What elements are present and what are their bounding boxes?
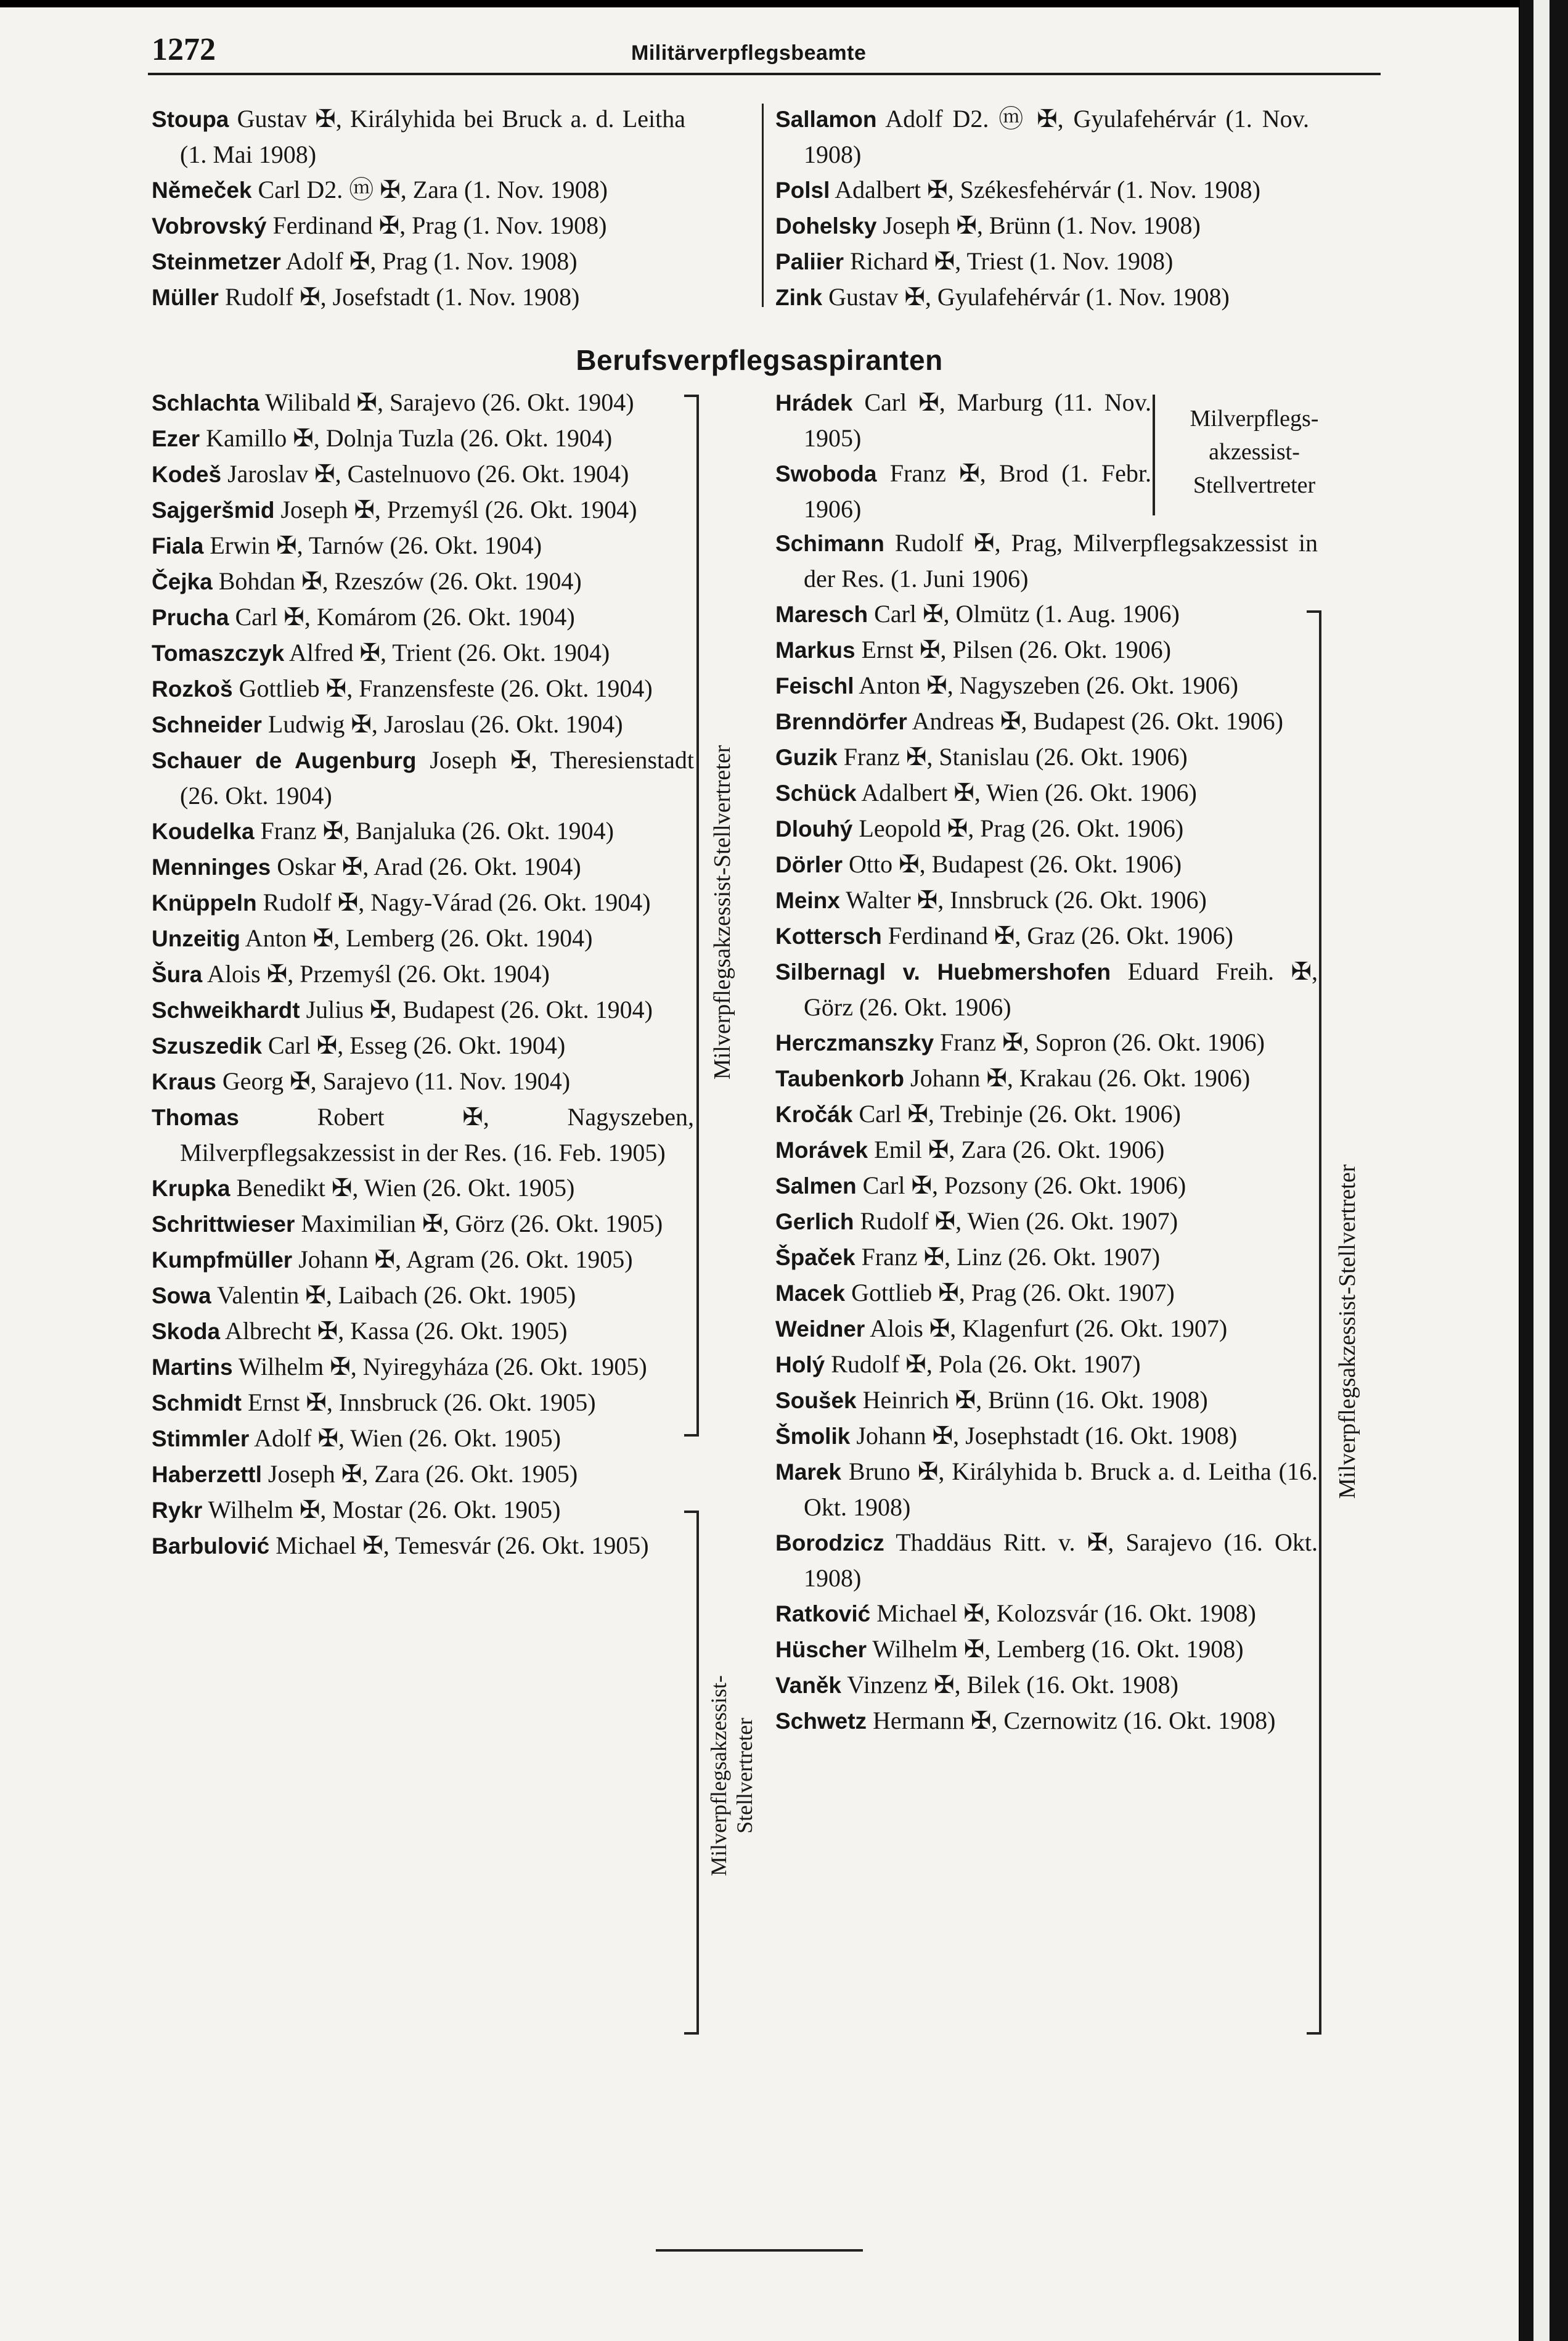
list-entry — [152, 492, 694, 528]
entry-surname: Zink — [775, 285, 823, 310]
entry-surname: Markus — [775, 638, 855, 663]
entry-details: Ernst ✠, Innsbruck (26. Okt. 1905) — [241, 1388, 596, 1416]
list-entry — [152, 420, 694, 456]
list-entry — [775, 632, 1318, 668]
list-entry — [775, 1275, 1318, 1311]
entry-surname: Meinx — [775, 888, 840, 913]
entry-details: Ferdinand ✠, Graz (26. Okt. 1906) — [881, 922, 1233, 949]
entry-details: Richard ✠, Triest (1. Nov. 1908) — [844, 247, 1174, 275]
entry-details: Hermann ✠, Czernowitz (16. Okt. 1908) — [867, 1707, 1276, 1734]
entry-surname: Schauer de Augenburg — [152, 748, 417, 773]
footer-rule — [656, 2249, 863, 2252]
entry-surname: Čejka — [152, 569, 213, 594]
list-entry — [775, 1525, 1318, 1596]
entry-surname: Gerlich — [775, 1209, 854, 1234]
entry-surname: Knüppeln — [152, 890, 257, 916]
entry-details: Robert ✠, Nagyszeben, Milverpflegsakzessist in der Res. (16. Feb. 1905) — [180, 1103, 694, 1166]
entry-details: Gottlieb ✠, Prag (26. Okt. 1907) — [845, 1279, 1175, 1306]
entry-details: Bohdan ✠, Rzeszów (26. Okt. 1904) — [212, 567, 582, 595]
list-entry — [152, 1277, 694, 1313]
entry-surname: Guzik — [775, 745, 838, 770]
entry-details: Johann ✠, Agram (26. Okt. 1905) — [292, 1245, 633, 1273]
entry-details: Carl ✠, Komárom (26. Okt. 1904) — [229, 603, 575, 631]
entry-surname: Swoboda — [775, 461, 877, 486]
list-entry — [152, 528, 694, 564]
entry-surname: Steinmetzer — [152, 249, 281, 274]
entry-surname: Schmidt — [152, 1390, 242, 1416]
entry-surname: Schück — [775, 781, 857, 806]
entry-surname: Paliier — [775, 249, 844, 274]
entry-details: Wilhelm ✠, Mostar (26. Okt. 1905) — [202, 1496, 561, 1523]
entry-details: Adolf ✠, Wien (26. Okt. 1905) — [249, 1424, 561, 1452]
left-lower-brace-top — [684, 1511, 699, 1513]
entry-surname: Šmolik — [775, 1424, 851, 1449]
entry-surname: Unzeitig — [152, 926, 240, 951]
entry-surname: Stimmler — [152, 1426, 250, 1451]
entry-surname: Müller — [152, 285, 219, 310]
list-entry — [152, 992, 694, 1028]
entry-surname: Borodzicz — [775, 1530, 884, 1556]
entry-details: Adolf ✠, Prag (1. Nov. 1908) — [280, 247, 578, 275]
entry-surname: Sowa — [152, 1283, 211, 1308]
list-entry — [152, 956, 694, 992]
entry-details: Carl D2. ⓜ ✠, Zara (1. Nov. 1908) — [251, 176, 608, 203]
entry-details: Eduard Freih. ✠, Görz (26. Okt. 1906) — [804, 957, 1318, 1021]
list-entry — [152, 1313, 694, 1349]
entry-details: Wilhelm ✠, Lemberg (16. Okt. 1908) — [867, 1635, 1244, 1663]
column-divider — [762, 104, 764, 307]
entry-surname: Fiala — [152, 533, 204, 559]
entry-details: Ferdinand ✠, Prag (1. Nov. 1908) — [266, 211, 607, 239]
entry-details: Carl ✠, Trebinje (26. Okt. 1906) — [852, 1100, 1181, 1128]
entry-surname: Krupka — [152, 1176, 231, 1201]
section-heading: Berufsverpflegsaspiranten — [576, 344, 943, 376]
list-entry — [775, 847, 1318, 882]
entry-details: Vinzenz ✠, Bilek (16. Okt. 1908) — [841, 1671, 1178, 1699]
list-entry — [775, 456, 1151, 527]
entry-surname: Herczmanszky — [775, 1030, 934, 1056]
running-head: Militärverpflegsbeamte — [631, 41, 867, 65]
entry-details: Andreas ✠, Budapest (26. Okt. 1906) — [907, 707, 1283, 735]
entry-details: Wilhelm ✠, Nyiregyháza (26. Okt. 1905) — [232, 1353, 647, 1380]
list-entry — [775, 1454, 1318, 1525]
entry-surname: Schimann — [775, 531, 884, 556]
entry-details: Julius ✠, Budapest (26. Okt. 1904) — [300, 996, 653, 1023]
list-entry — [775, 101, 1309, 172]
entry-surname: Sajgeršmid — [152, 498, 275, 523]
entry-details: Adalbert ✠, Székesfehérvár (1. Nov. 1908) — [830, 176, 1260, 203]
entry-details: Bruno ✠, Királyhida b. Bruck a. d. Leitha (16. Okt. 1908) — [804, 1457, 1318, 1521]
entry-surname: Martins — [152, 1355, 233, 1380]
entry-surname: Schweikhardt — [152, 998, 300, 1023]
entry-surname: Rozkoš — [152, 676, 233, 702]
entry-surname: Rykr — [152, 1498, 203, 1523]
entry-surname: Brenndörfer — [775, 709, 907, 734]
list-entry — [152, 244, 685, 279]
entry-details: Kamillo ✠, Dolnja Tuzla (26. Okt. 1904) — [200, 424, 613, 452]
entry-details: Franz ✠, Sopron (26. Okt. 1906) — [934, 1028, 1265, 1056]
list-entry — [775, 1203, 1318, 1239]
list-entry — [152, 1528, 694, 1564]
list-entry — [775, 1132, 1318, 1168]
entry-surname: Kraus — [152, 1069, 216, 1094]
list-entry — [152, 172, 685, 208]
list-entry — [775, 1096, 1318, 1132]
entry-details: Alois ✠, Klagenfurt (26. Okt. 1907) — [865, 1314, 1228, 1342]
list-entry — [775, 1703, 1318, 1739]
left-lower-brace-label-2: Stellvertreter — [732, 1718, 757, 1834]
right-group-a-brace — [1153, 395, 1155, 515]
list-entry — [152, 101, 685, 172]
list-entry — [152, 1492, 694, 1528]
right-group-a-label: Milverpflegs-akzessist-Stellvertreter — [1190, 406, 1319, 498]
list-entry — [152, 1170, 694, 1206]
entry-details: Franz ✠, Brod (1. Febr. 1906) — [804, 459, 1151, 523]
entry-surname: Hrádek — [775, 390, 853, 416]
entry-surname: Soušek — [775, 1388, 857, 1413]
entry-details: Gustav ✠, Gyulafehérvár (1. Nov. 1908) — [822, 283, 1230, 311]
entry-surname: Dlouhý — [775, 816, 853, 842]
list-entry — [152, 564, 694, 599]
list-entry — [152, 1456, 694, 1492]
left-upper-brace — [696, 395, 699, 1437]
top-right-column — [775, 101, 1309, 315]
entry-surname: Ratković — [775, 1601, 871, 1626]
list-entry — [775, 668, 1318, 703]
list-entry — [775, 385, 1151, 456]
entry-details: Johann ✠, Josephstadt (16. Okt. 1908) — [850, 1422, 1238, 1449]
top-left-column — [152, 101, 685, 315]
entry-details: Rudolf ✠, Prag, Milverpflegsakzessist in der Res. (1. Juni 1906) — [804, 529, 1318, 592]
entry-details: Ludwig ✠, Jaroslau (26. Okt. 1904) — [261, 710, 623, 738]
left-list-column — [152, 385, 694, 1564]
list-entry — [775, 1631, 1318, 1667]
page-number: 1272 — [152, 32, 216, 67]
list-entry — [152, 742, 694, 813]
entry-details: Gottlieb ✠, Franzensfeste (26. Okt. 1904) — [232, 674, 653, 702]
entry-surname: Sallamon — [775, 107, 877, 132]
list-entry — [775, 1667, 1318, 1703]
entry-surname: Skoda — [152, 1319, 221, 1344]
entry-surname: Prucha — [152, 605, 229, 630]
entry-surname: Kodeš — [152, 462, 222, 487]
entry-surname: Feischl — [775, 673, 854, 699]
list-entry — [775, 172, 1309, 208]
entry-details: Michael ✠, Temesvár (26. Okt. 1905) — [269, 1531, 649, 1559]
entry-details: Gustav ✠, Királyhida bei Bruck a. d. Leitha (1. Mai 1908) — [180, 105, 685, 168]
entry-surname: Koudelka — [152, 819, 255, 844]
entry-details: Jaroslav ✠, Castelnuovo (26. Okt. 1904) — [221, 460, 629, 488]
entry-surname: Szuszedik — [152, 1033, 262, 1059]
list-entry — [152, 456, 694, 492]
list-entry — [152, 599, 694, 635]
entry-details: Oskar ✠, Arad (26. Okt. 1904) — [271, 853, 581, 880]
entry-details: Otto ✠, Budapest (26. Okt. 1906) — [842, 850, 1182, 878]
list-entry — [152, 1028, 694, 1064]
entry-surname: Polsl — [775, 178, 830, 203]
left-lower-brace — [696, 1511, 699, 2035]
entry-surname: Schneider — [152, 712, 262, 737]
entry-details: Walter ✠, Innsbruck (26. Okt. 1906) — [839, 886, 1207, 914]
entry-details: Michael ✠, Kolozsvár (16. Okt. 1908) — [870, 1599, 1256, 1627]
entry-surname: Maresch — [775, 602, 868, 627]
entry-details: Franz ✠, Stanislau (26. Okt. 1906) — [837, 743, 1188, 771]
entry-details: Joseph ✠, Theresienstadt (26. Okt. 1904) — [180, 746, 694, 810]
entry-surname: Dörler — [775, 852, 843, 877]
list-entry — [152, 385, 694, 420]
entry-surname: Špaček — [775, 1245, 855, 1270]
entry-surname: Silbernagl v. Huebmershofen — [775, 959, 1111, 985]
list-entry — [775, 1418, 1318, 1454]
list-entry — [152, 1242, 694, 1277]
list-entry — [152, 885, 694, 920]
entry-details: Carl ✠, Esseg (26. Okt. 1904) — [261, 1031, 566, 1059]
list-entry — [775, 1347, 1318, 1382]
list-entry — [152, 920, 694, 956]
entry-details: Joseph ✠, Brünn (1. Nov. 1908) — [876, 211, 1201, 239]
left-lower-brace-bottom — [684, 2032, 699, 2035]
right-main-brace-bottom — [1307, 2032, 1321, 2035]
list-entry — [775, 525, 1318, 596]
list-entry — [775, 811, 1318, 847]
entry-details: Carl ✠, Olmütz (1. Aug. 1906) — [868, 600, 1180, 628]
entry-surname: Kročák — [775, 1102, 853, 1127]
entry-surname: Dohelsky — [775, 213, 877, 239]
entry-details: Rudolf ✠, Josefstadt (1. Nov. 1908) — [218, 283, 580, 311]
entry-details: Franz ✠, Banjaluka (26. Okt. 1904) — [254, 817, 614, 845]
entry-details: Alois ✠, Przemyśl (26. Okt. 1904) — [202, 960, 550, 988]
entry-details: Rudolf ✠, Nagy-Várad (26. Okt. 1904) — [256, 888, 651, 916]
list-entry — [152, 208, 685, 244]
list-entry — [152, 707, 694, 742]
entry-details: Ernst ✠, Pilsen (26. Okt. 1906) — [855, 636, 1171, 663]
right-group-a — [775, 385, 1151, 527]
list-entry — [775, 1596, 1318, 1631]
right-main-brace — [1319, 610, 1321, 2035]
entry-details: Heinrich ✠, Brünn (16. Okt. 1908) — [856, 1386, 1208, 1414]
list-entry — [775, 1382, 1318, 1418]
entry-surname: Vobrovský — [152, 213, 267, 239]
list-entry — [152, 849, 694, 885]
entry-details: Thaddäus Ritt. v. ✠, Sarajevo (16. Okt. 1908) — [804, 1528, 1318, 1592]
right-list-column — [775, 525, 1318, 1739]
entry-details: Joseph ✠, Przemyśl (26. Okt. 1904) — [274, 496, 637, 523]
list-entry — [775, 1168, 1318, 1203]
entry-surname: Taubenkorb — [775, 1066, 904, 1091]
entry-surname: Schrittwieser — [152, 1211, 295, 1237]
entry-surname: Kottersch — [775, 924, 882, 949]
entry-surname: Holý — [775, 1352, 825, 1377]
entry-surname: Kumpfmüller — [152, 1247, 293, 1273]
entry-surname: Weidner — [775, 1316, 865, 1342]
scan-edge — [1520, 0, 1568, 2341]
entry-surname: Marek — [775, 1459, 841, 1485]
list-entry — [775, 775, 1318, 811]
entry-details: Erwin ✠, Tarnów (26. Okt. 1904) — [203, 531, 542, 559]
entry-surname: Ezer — [152, 426, 200, 451]
entry-details: Rudolf ✠, Pola (26. Okt. 1907) — [825, 1350, 1141, 1378]
entry-details: Anton ✠, Nagyszeben (26. Okt. 1906) — [854, 671, 1238, 699]
list-entry — [152, 1064, 694, 1099]
entry-details: Johann ✠, Krakau (26. Okt. 1906) — [904, 1064, 1251, 1092]
entry-surname: Schwetz — [775, 1708, 867, 1734]
list-entry — [775, 279, 1309, 315]
entry-details: Anton ✠, Lemberg (26. Okt. 1904) — [240, 924, 593, 952]
header-rule — [148, 73, 1381, 75]
entry-details: Albrecht ✠, Kassa (26. Okt. 1905) — [220, 1317, 568, 1345]
list-entry — [775, 918, 1318, 954]
list-entry — [152, 671, 694, 707]
list-entry — [775, 703, 1318, 739]
entry-details: Alfred ✠, Trient (26. Okt. 1904) — [284, 639, 610, 666]
entry-details: Carl ✠, Marburg (11. Nov. 1905) — [804, 388, 1151, 452]
entry-surname: Salmen — [775, 1173, 857, 1199]
list-entry — [152, 1099, 694, 1170]
list-entry — [152, 1385, 694, 1421]
list-entry — [775, 1025, 1318, 1060]
entry-details: Benedikt ✠, Wien (26. Okt. 1905) — [230, 1174, 575, 1202]
list-entry — [775, 954, 1318, 1025]
list-entry — [775, 1060, 1318, 1096]
right-main-brace-label: Milverpflegsakzessist-Stellvertreter — [1334, 1164, 1360, 1499]
list-entry — [152, 1206, 694, 1242]
entry-surname: Tomaszczyk — [152, 641, 285, 666]
list-entry — [775, 739, 1318, 775]
entry-surname: Stoupa — [152, 107, 229, 132]
list-entry — [775, 1311, 1318, 1347]
entry-details: Maximilian ✠, Görz (26. Okt. 1905) — [295, 1210, 663, 1237]
list-entry — [152, 279, 685, 315]
list-entry — [152, 1349, 694, 1385]
entry-details: Franz ✠, Linz (26. Okt. 1907) — [855, 1243, 1161, 1271]
entry-details: Georg ✠, Sarajevo (11. Nov. 1904) — [216, 1067, 571, 1095]
list-entry — [152, 1421, 694, 1456]
entry-surname: Menninges — [152, 855, 271, 880]
entry-details: Emil ✠, Zara (26. Okt. 1906) — [868, 1136, 1165, 1163]
entry-details: Carl ✠, Pozsony (26. Okt. 1906) — [856, 1171, 1186, 1199]
right-main-brace-top — [1307, 610, 1321, 613]
list-entry — [775, 596, 1318, 632]
list-entry — [775, 244, 1309, 279]
left-upper-brace-label: Milverpflegsakzessist-Stellvertreter — [709, 745, 735, 1080]
entry-surname: Haberzettl — [152, 1462, 262, 1487]
list-entry — [152, 635, 694, 671]
list-entry — [775, 208, 1309, 244]
entry-surname: Šura — [152, 962, 203, 987]
list-entry — [775, 1239, 1318, 1275]
entry-surname: Morávek — [775, 1138, 868, 1163]
entry-details: Adalbert ✠, Wien (26. Okt. 1906) — [856, 779, 1197, 806]
list-entry — [775, 882, 1318, 918]
entry-surname: Thomas — [152, 1105, 239, 1130]
left-upper-brace-bottom — [684, 1434, 699, 1437]
entry-details: Valentin ✠, Laibach (26. Okt. 1905) — [211, 1281, 576, 1309]
entry-surname: Vaněk — [775, 1673, 841, 1698]
entry-surname: Hüscher — [775, 1637, 867, 1662]
entry-details: Adolf D2. ⓜ ✠, Gyulafehérvár (1. Nov. 1908) — [804, 105, 1309, 168]
entry-details: Leopold ✠, Prag (26. Okt. 1906) — [852, 814, 1184, 842]
entry-details: Wilibald ✠, Sarajevo (26. Okt. 1904) — [259, 388, 634, 416]
left-upper-brace-top — [684, 395, 699, 397]
entry-details: Joseph ✠, Zara (26. Okt. 1905) — [261, 1460, 578, 1488]
entry-surname: Macek — [775, 1281, 846, 1306]
entry-surname: Schlachta — [152, 390, 259, 416]
entry-surname: Němeček — [152, 178, 252, 203]
left-lower-brace-label-1: Milverpflegsakzessist- — [706, 1675, 731, 1876]
list-entry — [152, 813, 694, 849]
entry-surname: Barbulović — [152, 1533, 270, 1559]
entry-details: Rudolf ✠, Wien (26. Okt. 1907) — [854, 1207, 1178, 1235]
